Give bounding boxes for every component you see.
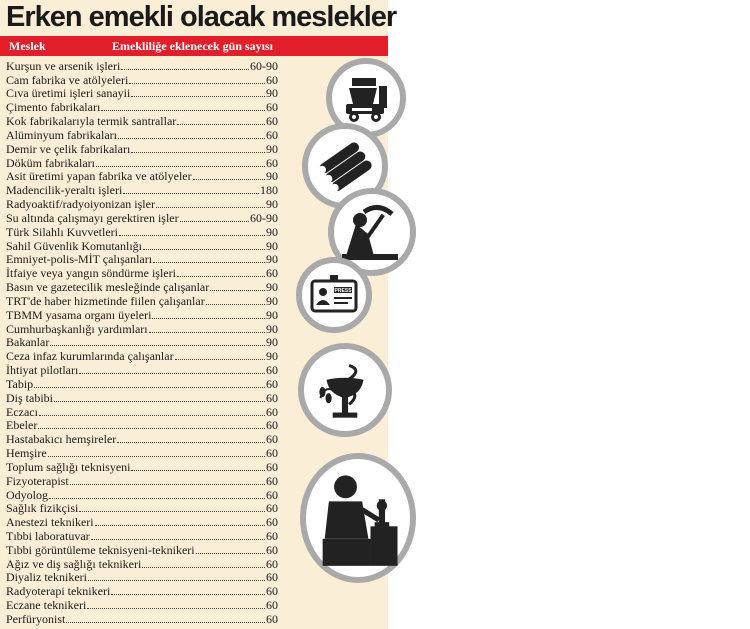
days-value: 60 <box>266 598 278 613</box>
dot-leader <box>88 580 265 581</box>
days-value: 60 <box>266 127 278 142</box>
list-item <box>6 488 306 502</box>
occupation-name: Diş tabibi <box>6 390 53 405</box>
occupation-name: Ağız ve diş sağlığı teknikeri <box>6 556 142 571</box>
list-item <box>6 405 306 419</box>
dot-leader <box>50 345 265 346</box>
days-value: 90 <box>266 293 278 308</box>
occupation-name: Fizyoterapist <box>6 473 69 488</box>
list-item <box>6 391 306 405</box>
days-value: 60 <box>266 570 278 585</box>
dot-leader <box>131 96 265 97</box>
dot-leader <box>180 221 249 222</box>
list-item <box>6 100 306 114</box>
occupation-name: Anestezi teknikeri <box>6 515 94 530</box>
days-value: 60 <box>266 487 278 502</box>
days-value: 90 <box>266 252 278 267</box>
occupation-name: Perfüryonist <box>6 611 66 626</box>
occupation-name: Tıbbi laboratuvar <box>6 528 90 543</box>
dot-leader <box>206 304 265 305</box>
days-value: 90 <box>266 321 278 336</box>
list-item <box>6 294 306 308</box>
days-value: 60 <box>266 418 278 433</box>
days-value: 60 <box>266 155 278 170</box>
days-value: 60 <box>266 528 278 543</box>
dot-leader <box>48 456 265 457</box>
list-item <box>6 557 306 571</box>
days-value: 60 <box>266 556 278 571</box>
list-item <box>6 280 306 294</box>
occupation-name: TBMM yasama organı üyeleri <box>6 307 152 322</box>
dot-leader <box>210 290 265 291</box>
list-item <box>6 253 306 267</box>
dot-leader <box>143 249 265 250</box>
list-item <box>6 87 306 101</box>
occupation-name: Alüminyum fabrikaları <box>6 127 117 142</box>
days-value: 60 <box>266 376 278 391</box>
days-value: 60 <box>266 114 278 129</box>
list-item <box>6 612 306 626</box>
dot-leader <box>49 498 265 499</box>
days-value: 60 <box>266 100 278 115</box>
list-item <box>6 128 306 142</box>
dot-leader <box>177 124 265 125</box>
dot-leader <box>79 511 265 512</box>
list-item <box>6 584 306 598</box>
list-item <box>6 543 306 557</box>
occupation-name: Radyoterapi teknikeri <box>6 584 111 599</box>
occupation-name: Kok fabrikalarıyla termik santrallar <box>6 114 177 129</box>
occupation-name: Odyolog <box>6 487 48 502</box>
list-item <box>6 114 306 128</box>
list-item <box>6 211 306 225</box>
occupation-name: Su altında çalışmayı gerektiren işler <box>6 210 179 225</box>
list-item <box>6 308 306 322</box>
occupation-name: Türk Silahlı Kuvvetleri <box>6 224 118 239</box>
occupation-name: Hemşire <box>6 446 47 461</box>
list-item <box>6 446 306 460</box>
days-value: 90 <box>266 307 278 322</box>
days-value: 180 <box>260 183 278 198</box>
dot-leader <box>177 276 265 277</box>
list-item <box>6 156 306 170</box>
dot-leader <box>111 594 265 595</box>
table-header <box>0 36 388 56</box>
days-value: 90 <box>266 224 278 239</box>
days-value: 60 <box>266 515 278 530</box>
header-days-column: Emekliliğe eklenecek gün sayısı <box>112 39 274 53</box>
list-item <box>6 377 306 391</box>
dot-leader <box>95 525 265 526</box>
dot-leader <box>117 442 265 443</box>
list-item <box>6 502 306 516</box>
page-title: Erken emekli olacak meslekler <box>6 1 397 33</box>
occupation-list <box>6 59 306 626</box>
lab-technician-icon <box>300 453 416 583</box>
occupation-name: Toplum sağlığı teknisyeni <box>6 459 131 474</box>
press-card-text: PRESS <box>334 288 352 294</box>
dot-leader <box>131 152 265 153</box>
list-item <box>6 419 306 433</box>
occupation-name: İhtiyat pilotları <box>6 363 79 378</box>
days-value: 60-90 <box>250 210 278 225</box>
list-item <box>6 59 306 73</box>
days-value: 60 <box>266 446 278 461</box>
dot-leader <box>152 318 265 319</box>
occupation-name: Diyaliz teknikeri <box>6 570 87 585</box>
list-item <box>6 183 306 197</box>
list-item <box>6 266 306 280</box>
days-value: 90 <box>266 197 278 212</box>
occupation-name: Sahil Güvenlik Komutanlığı <box>6 238 142 253</box>
occupation-name: Tıbbi görüntüleme teknisyeni-teknikeri <box>6 542 195 557</box>
dot-leader <box>70 484 265 485</box>
press-card-icon <box>296 257 372 333</box>
dot-leader <box>38 428 265 429</box>
days-value: 90 <box>266 141 278 156</box>
occupation-name: Madencilik-yeraltı işleri <box>6 183 123 198</box>
days-value: 60 <box>266 542 278 557</box>
occupation-name: Döküm fabrikaları <box>6 155 95 170</box>
occupation-name: Eczane teknikeri <box>6 598 87 613</box>
list-item <box>6 363 306 377</box>
days-value: 60 <box>266 473 278 488</box>
list-item <box>6 225 306 239</box>
list-item <box>6 336 306 350</box>
days-value: 60 <box>266 501 278 516</box>
dot-leader <box>196 553 265 554</box>
dot-leader <box>121 69 249 70</box>
occupation-name: Ceza infaz kurumlarında çalışanlar <box>6 349 174 364</box>
days-value: 60 <box>266 363 278 378</box>
occupation-name: Eczacı <box>6 404 38 419</box>
occupation-name: TRT'de haber hizmetinde fiilen çalışanlar <box>6 293 205 308</box>
header-job-column: Meslek <box>9 39 46 53</box>
dot-leader <box>129 83 265 84</box>
occupation-name: Tabip <box>6 376 34 391</box>
list-item <box>6 571 306 585</box>
occupation-name: Sağlık fizikçisi <box>6 501 79 516</box>
list-item <box>6 349 306 363</box>
occupation-name: Ebeler <box>6 418 38 433</box>
occupation-name: İtfaiye veya yangın söndürme işleri <box>6 266 176 281</box>
medicine-caduceus-icon <box>298 343 392 437</box>
dot-leader <box>153 262 265 263</box>
occupation-name: Basın ve gazetecilik mesleğinde çalışanlar <box>6 280 210 295</box>
list-item <box>6 322 306 336</box>
days-value: 90 <box>266 280 278 295</box>
list-item <box>6 598 306 612</box>
dot-leader <box>123 193 259 194</box>
days-value: 60 <box>266 404 278 419</box>
dot-leader <box>79 373 265 374</box>
list-item <box>6 515 306 529</box>
list-item <box>6 142 306 156</box>
list-item <box>6 170 306 184</box>
list-item <box>6 239 306 253</box>
occupation-name: Kurşun ve arsenik işleri <box>6 58 121 73</box>
occupation-name: Radyoaktif/radyoiyonizan işler <box>6 197 155 212</box>
days-value: 90 <box>266 349 278 364</box>
dot-leader <box>91 539 265 540</box>
days-value: 60 <box>266 584 278 599</box>
dot-leader <box>34 387 265 388</box>
dot-leader <box>39 415 265 416</box>
days-value: 90 <box>266 86 278 101</box>
occupation-name: Cam fabrika ve atölyeleri <box>6 72 129 87</box>
days-value: 60 <box>266 72 278 87</box>
days-value: 60 <box>266 390 278 405</box>
days-value: 60 <box>266 611 278 626</box>
dot-leader <box>96 166 265 167</box>
dot-leader <box>119 235 265 236</box>
dot-leader <box>193 179 265 180</box>
dot-leader <box>66 622 265 623</box>
occupation-name: Cıva üretimi işleri sanayii <box>6 86 131 101</box>
list-item <box>6 197 306 211</box>
days-value: 60-90 <box>250 58 278 73</box>
dot-leader <box>87 608 265 609</box>
days-value: 90 <box>266 169 278 184</box>
dot-leader <box>101 110 265 111</box>
list-item <box>6 73 306 87</box>
occupation-name: Emniyet-polis-MİT çalışanları <box>6 252 153 267</box>
days-value: 60 <box>266 459 278 474</box>
dot-leader <box>118 138 265 139</box>
dot-leader <box>175 359 265 360</box>
occupation-name: Demir ve çelik fabrikaları <box>6 141 131 156</box>
dot-leader <box>156 207 265 208</box>
days-value: 60 <box>266 432 278 447</box>
dot-leader <box>149 332 265 333</box>
occupation-name: Çimento fabrikaları <box>6 100 101 115</box>
list-item <box>6 529 306 543</box>
occupation-name: Hastabakıcı hemşireler <box>6 432 117 447</box>
occupation-name: Bakanlar <box>6 335 50 350</box>
days-value: 60 <box>266 266 278 281</box>
list-item <box>6 460 306 474</box>
days-value: 90 <box>266 238 278 253</box>
list-item <box>6 432 306 446</box>
dot-leader <box>131 470 265 471</box>
occupation-name: Cumhurbaşkanlığı yardımları <box>6 321 148 336</box>
occupation-name: Asit üretimi yapan fabrika ve atölyeler <box>6 169 192 184</box>
list-item <box>6 474 306 488</box>
dot-leader <box>54 401 265 402</box>
dot-leader <box>142 567 265 568</box>
days-value: 90 <box>266 335 278 350</box>
